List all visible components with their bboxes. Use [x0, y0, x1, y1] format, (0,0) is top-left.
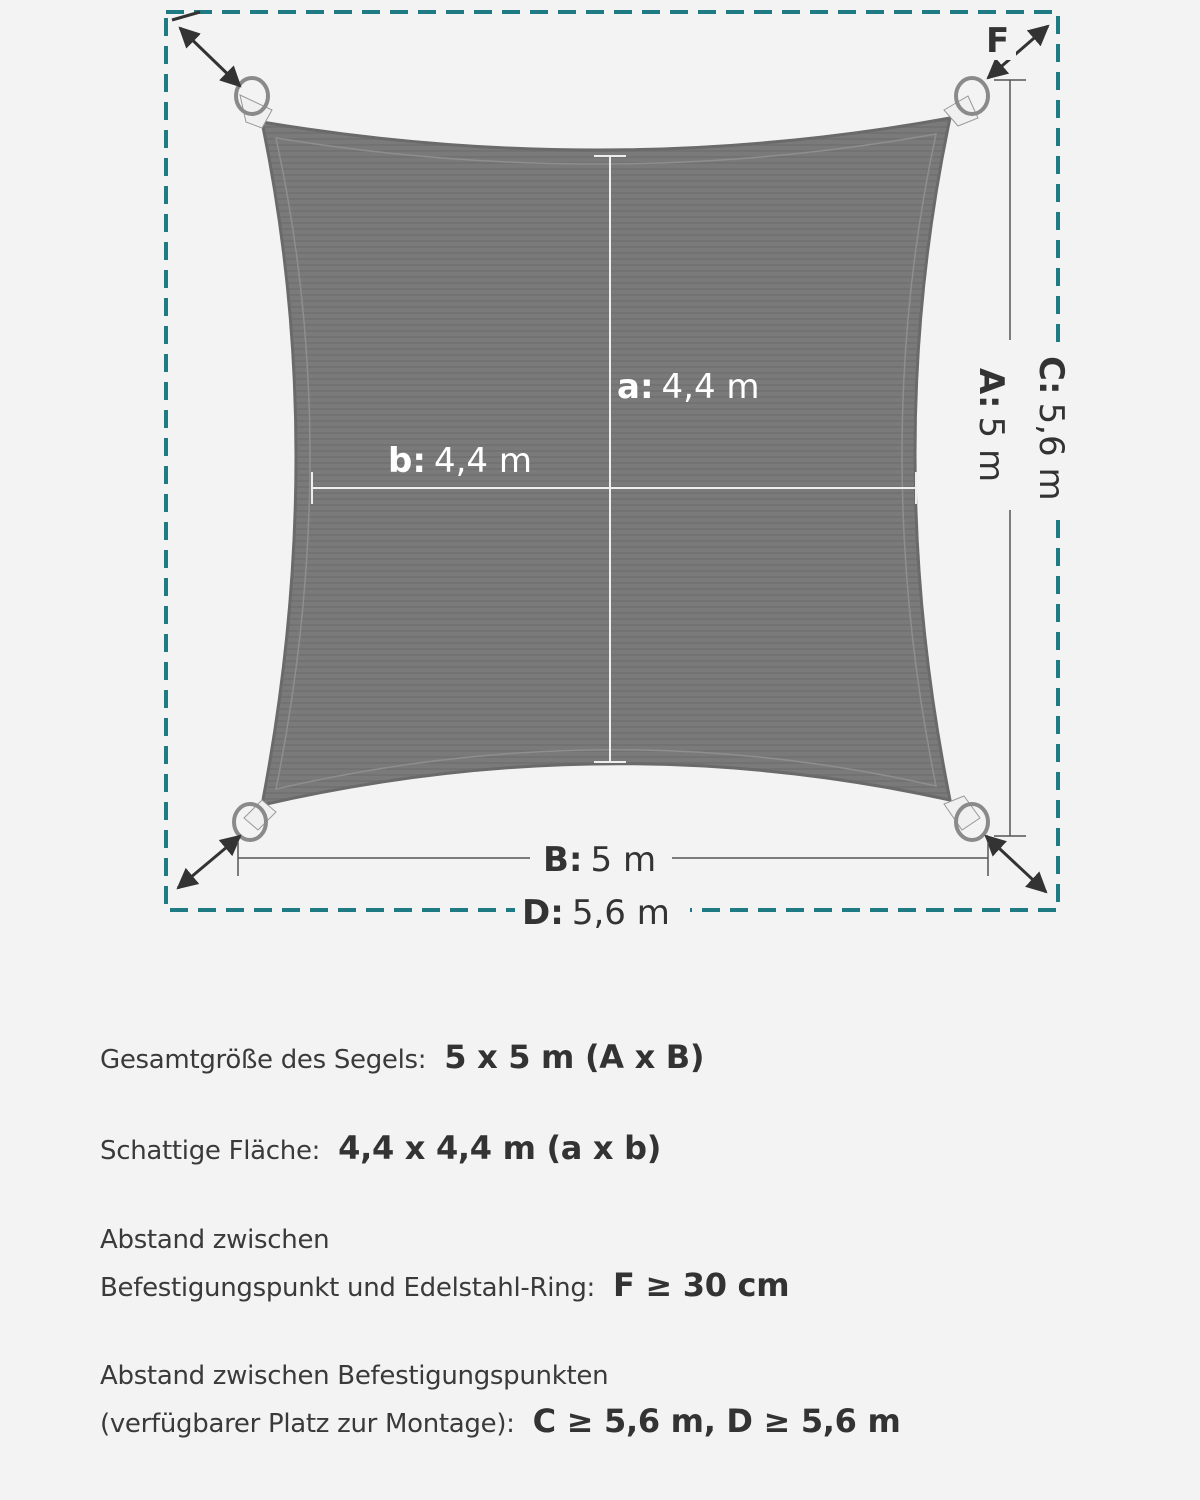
spec-shade-area [100, 1126, 661, 1174]
label-B: B: 5 m [543, 840, 657, 880]
ring-top-left [236, 78, 272, 128]
arrow-bottom-right [986, 836, 1046, 892]
spec-value: 5 x 5 m (A x B) [444, 1038, 705, 1076]
label-b: b: 4,4 m [388, 441, 532, 481]
spec-label: (verfügbarer Platz zur Montage): [100, 1409, 515, 1439]
label-D: D: 5,6 m [522, 893, 670, 933]
spec-label: Gesamtgröße des Segels: [100, 1045, 427, 1075]
spec-label-line1: Abstand zwischen Befestigungspunkten [100, 1361, 609, 1391]
spec-value: C ≥ 5,6 m, D ≥ 5,6 m [532, 1402, 901, 1440]
arrow-top-left [180, 28, 240, 86]
spec-value: 4,4 x 4,4 m (a x b) [338, 1129, 662, 1167]
ring-bottom-left [234, 800, 276, 840]
spec-label: Befestigungspunkt und Edelstahl-Ring: [100, 1273, 595, 1303]
ring-bottom-right [944, 796, 988, 840]
label-A: A:5 m [971, 368, 1011, 483]
spec-label-line1: Abstand zwischen [100, 1225, 330, 1255]
spec-total-size [100, 1035, 704, 1083]
spec-value: F ≥ 30 cm [613, 1266, 790, 1304]
spec-mount-distance [100, 1353, 901, 1447]
label-F: F [986, 21, 1010, 61]
spec-label: Schattige Fläche: [100, 1136, 321, 1166]
sail-shape [262, 118, 950, 805]
label-C: C:5,6 m [1031, 356, 1071, 501]
label-a: a: 4,4 m [617, 367, 760, 407]
arrow-bottom-left [178, 836, 240, 888]
spec-ring-distance [100, 1217, 789, 1311]
